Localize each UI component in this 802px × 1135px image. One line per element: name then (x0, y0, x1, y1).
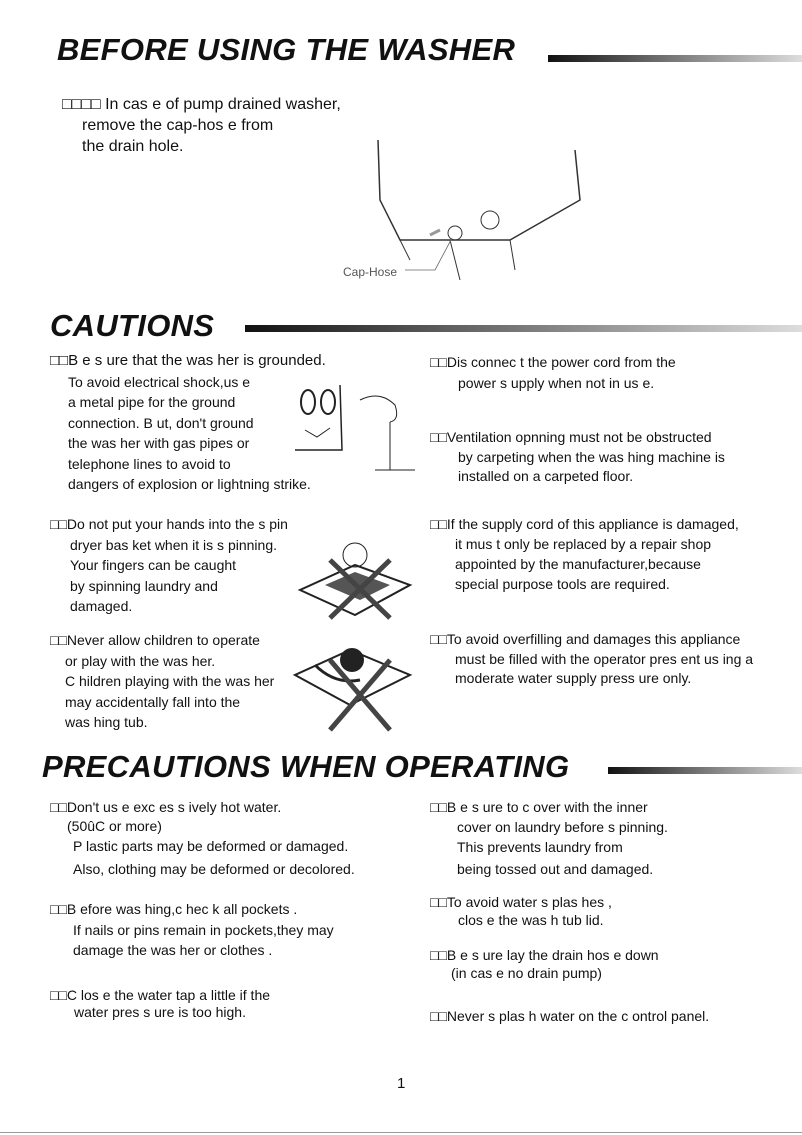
precaution-water-tap (50, 987, 270, 1021)
text-line: a metal pipe for the ground (68, 394, 236, 410)
text-line: If nails or pins remain in pockets,they may (73, 921, 334, 938)
spin-dryer-warning-illustration (295, 530, 415, 620)
caution-spin-dryer (50, 514, 288, 617)
text-line: (50ûC or more) (67, 817, 162, 834)
grounding-illustration (290, 380, 420, 480)
text-line: □□If the supply cord of this appliance is damaged, (430, 516, 739, 532)
text-line: clos e the was h tub lid. (458, 912, 604, 928)
text-line: installed on a carpeted floor. (458, 468, 634, 484)
precaution-hot-water (50, 797, 355, 881)
text-line: □□Dis connec t the power cord from the (430, 354, 676, 370)
text-line: or play with the was her. (65, 652, 216, 669)
caution-children (50, 630, 274, 733)
page-number: 1 (397, 1075, 406, 1092)
text-line: □□C los e the water tap a little if the (50, 987, 271, 1003)
text-line: by carpeting when the was hing machine is (458, 448, 725, 465)
caution-overfilling (430, 630, 753, 689)
text-line: □□To avoid overfilling and damages this appliance (430, 631, 741, 647)
caution-ventilation (430, 428, 725, 487)
text-line: damaged. (70, 598, 133, 614)
text-line: being tossed out and damaged. (457, 861, 654, 877)
text-line: remove the cap-hos e from (82, 117, 274, 134)
caution-supply-cord (430, 514, 739, 594)
text-line: special purpose tools are required. (455, 576, 670, 592)
text-line: □□To avoid water s plas hes , (430, 894, 612, 910)
text-line: Your fingers can be caught (70, 557, 237, 573)
text-line: telephone lines to avoid to (68, 455, 231, 472)
text-line: P lastic parts may be deformed or damaged. (73, 837, 349, 854)
text-line: □□B e s ure to c over with the inner (430, 799, 648, 815)
precaution-inner-cover (430, 797, 668, 881)
precaution-pockets (50, 899, 334, 961)
heading-cautions: CAUTIONS (50, 308, 215, 343)
text-line: appointed by the manufacturer,because (455, 556, 701, 572)
text-line: □□Ventilation opnning must not be obstructed (430, 429, 712, 445)
text-line: □□□□ In cas e of pump drained washer, (62, 96, 341, 113)
heading-precautions: PRECAUTIONS WHEN OPERATING (42, 749, 570, 784)
precaution-splashes (430, 893, 612, 929)
text-line: connection. B ut, don't ground (68, 414, 254, 431)
text-line: □□Never s plas h water on the c ontrol panel. (430, 1008, 710, 1024)
text-line: □□B e s ure lay the drain hos e down (430, 947, 659, 963)
text-line: may accidentally fall into the (65, 693, 241, 710)
before-item (62, 94, 341, 157)
text-line: it mus t only be replaced by a repair shop (455, 536, 712, 552)
caution-disconnect-power (430, 352, 676, 393)
text-line: C hildren playing with the was her (65, 673, 275, 689)
text-line: damage the was her or clothes . (73, 942, 273, 958)
text-line: the drain hole. (82, 138, 184, 155)
text-line: □□B efore was hing,c hec k all pockets . (50, 901, 298, 917)
heading-bar (245, 325, 802, 332)
caution-grounding (50, 351, 326, 495)
text-line: □□Never allow children to operate (50, 632, 260, 648)
bottom-divider (0, 1132, 802, 1133)
cap-hose-label: Cap-Hose (343, 265, 398, 279)
text-line: dangers of explosion or lightning strike. (68, 476, 311, 492)
heading-before-using: BEFORE USING THE WASHER (57, 32, 516, 67)
text-line: was hing tub. (65, 714, 148, 730)
text-line: To avoid electrical shock,us e (68, 373, 251, 390)
text-line: □□B e s ure that the was her is grounded. (50, 352, 326, 369)
text-line: Also, clothing may be deformed or decolored. (73, 860, 355, 877)
text-line: □□Don't us e exc es s ively hot water. (50, 799, 282, 815)
children-warning-illustration (290, 635, 415, 735)
text-line: the was her with gas pipes or (68, 435, 250, 451)
text-line: This prevents laundry from (457, 839, 623, 855)
precaution-control-panel (430, 1006, 709, 1027)
heading-bar (608, 767, 802, 774)
text-line: moderate water supply press ure only. (455, 670, 692, 686)
text-line: □□Do not put your hands into the s pin (50, 516, 288, 532)
precaution-drain-hose (430, 946, 659, 982)
text-line: power s upply when not in us e. (458, 374, 655, 391)
heading-bar (548, 55, 802, 62)
text-line: water pres s ure is too high. (74, 1004, 246, 1020)
text-line: must be filled with the operator pres ent us ing a (455, 650, 754, 667)
text-line: dryer bas ket when it is s pinning. (70, 536, 277, 553)
text-line: cover on laundry before s pinning. (457, 819, 668, 835)
text-line: (in cas e no drain pump) (451, 965, 602, 981)
text-line: by spinning laundry and (70, 577, 218, 594)
